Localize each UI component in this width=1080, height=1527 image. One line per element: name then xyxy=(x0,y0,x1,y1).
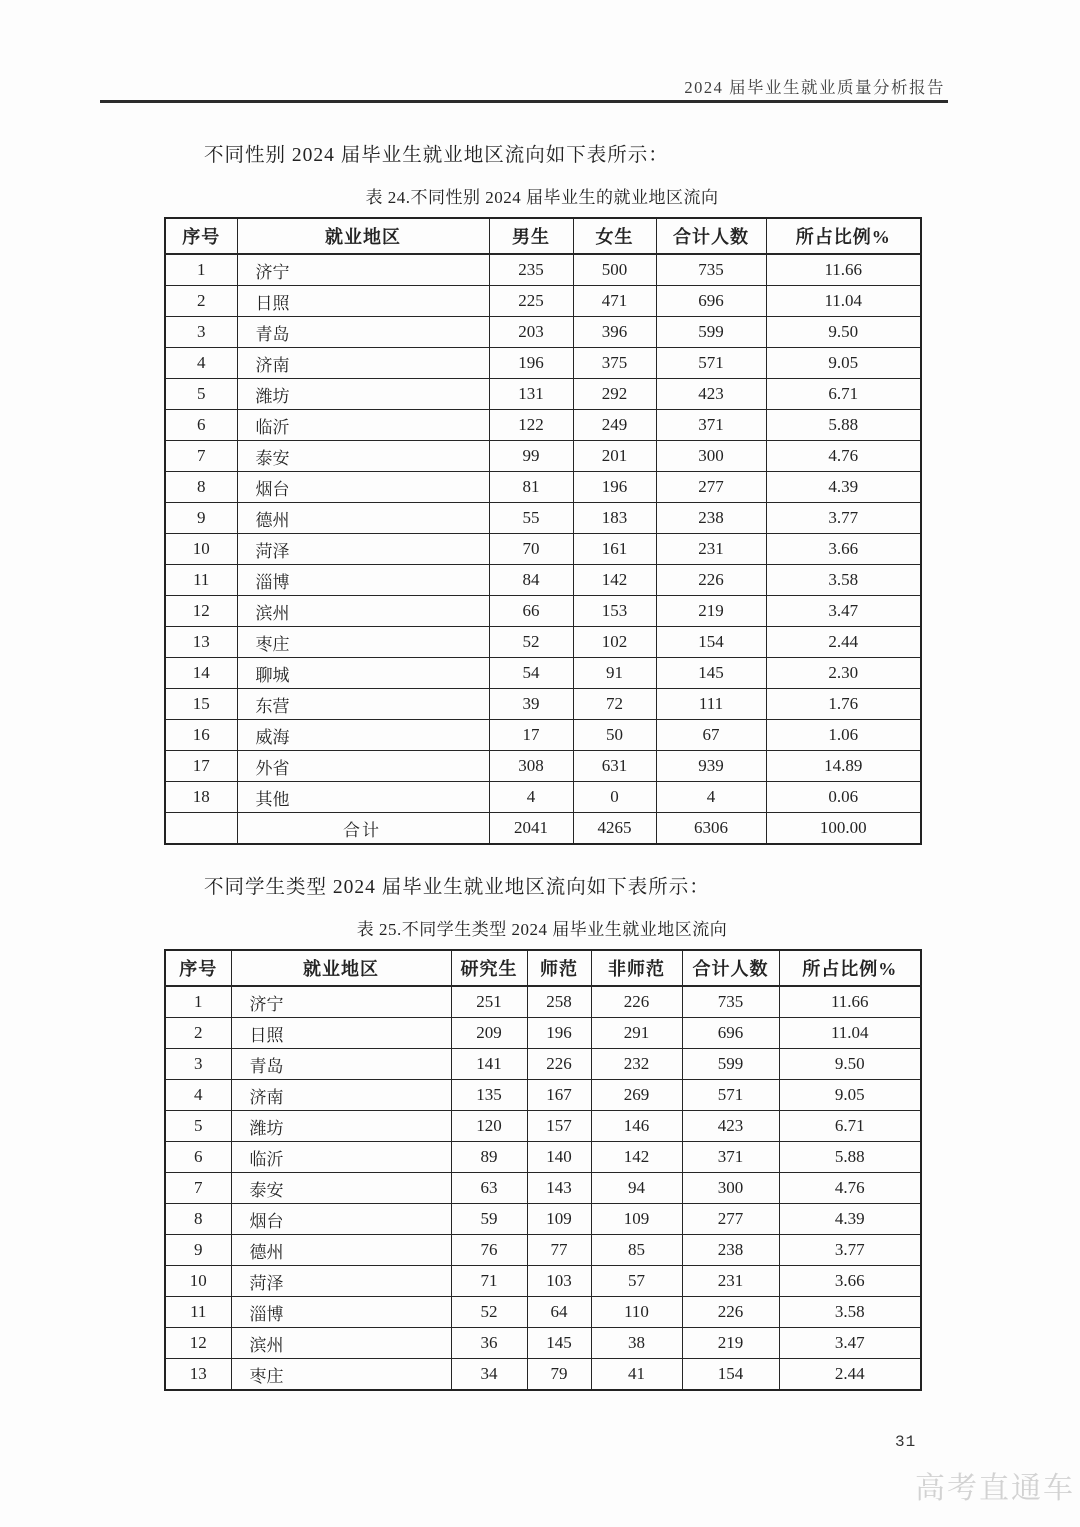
value-cell: 631 xyxy=(573,751,656,782)
value-cell: 9 xyxy=(165,503,237,534)
value-cell: 371 xyxy=(656,410,766,441)
value-cell: 59 xyxy=(451,1204,527,1235)
value-cell: 111 xyxy=(656,689,766,720)
value-cell: 5 xyxy=(165,379,237,410)
value-cell: 9.50 xyxy=(779,1049,921,1080)
value-cell: 249 xyxy=(573,410,656,441)
value-cell: 57 xyxy=(591,1266,682,1297)
region-cell: 外省 xyxy=(237,751,489,782)
col-header-female: 女生 xyxy=(573,218,656,254)
value-cell: 226 xyxy=(682,1297,779,1328)
col-header-index: 序号 xyxy=(165,218,237,254)
value-cell: 277 xyxy=(682,1204,779,1235)
region-cell: 德州 xyxy=(231,1235,451,1266)
value-cell: 0.06 xyxy=(766,782,921,813)
value-cell: 154 xyxy=(682,1359,779,1391)
table-row xyxy=(165,1111,921,1142)
value-cell: 231 xyxy=(656,534,766,565)
value-cell: 1 xyxy=(165,254,237,286)
value-cell: 225 xyxy=(489,286,573,317)
table-row xyxy=(165,565,921,596)
value-cell: 1 xyxy=(165,986,231,1018)
value-cell: 41 xyxy=(591,1359,682,1391)
region-cell: 合计 xyxy=(237,813,489,845)
col-header-index: 序号 xyxy=(165,950,231,986)
value-cell: 18 xyxy=(165,782,237,813)
page-number: 31 xyxy=(895,1433,917,1451)
value-cell: 300 xyxy=(682,1173,779,1204)
value-cell: 99 xyxy=(489,441,573,472)
col-header-region: 就业地区 xyxy=(237,218,489,254)
value-cell: 50 xyxy=(573,720,656,751)
region-cell: 临沂 xyxy=(231,1142,451,1173)
value-cell: 109 xyxy=(591,1204,682,1235)
region-cell: 青岛 xyxy=(231,1049,451,1080)
table-header-row xyxy=(165,950,921,986)
table24-body xyxy=(165,254,921,844)
value-cell: 3.66 xyxy=(766,534,921,565)
value-cell: 4 xyxy=(656,782,766,813)
value-cell: 11.66 xyxy=(766,254,921,286)
value-cell: 3 xyxy=(165,1049,231,1080)
table-row xyxy=(165,813,921,845)
value-cell: 103 xyxy=(527,1266,591,1297)
table-row xyxy=(165,1142,921,1173)
value-cell: 196 xyxy=(489,348,573,379)
value-cell: 5 xyxy=(165,1111,231,1142)
table-row xyxy=(165,534,921,565)
table25-header xyxy=(165,950,921,986)
region-cell: 青岛 xyxy=(237,317,489,348)
value-cell: 153 xyxy=(573,596,656,627)
table-row xyxy=(165,658,921,689)
table-row xyxy=(165,472,921,503)
value-cell: 12 xyxy=(165,1328,231,1359)
value-cell: 9 xyxy=(165,1235,231,1266)
value-cell: 141 xyxy=(451,1049,527,1080)
value-cell: 599 xyxy=(682,1049,779,1080)
table-25-student-type-region-flow xyxy=(164,949,922,1391)
table-header-row xyxy=(165,218,921,254)
page-content xyxy=(164,142,920,1391)
value-cell: 196 xyxy=(527,1018,591,1049)
table-row xyxy=(165,317,921,348)
region-cell: 滨州 xyxy=(231,1328,451,1359)
table-row xyxy=(165,720,921,751)
value-cell: 735 xyxy=(656,254,766,286)
value-cell: 2.44 xyxy=(779,1359,921,1391)
region-cell: 菏泽 xyxy=(231,1266,451,1297)
value-cell: 3.47 xyxy=(779,1328,921,1359)
value-cell: 54 xyxy=(489,658,573,689)
value-cell: 94 xyxy=(591,1173,682,1204)
region-cell: 菏泽 xyxy=(237,534,489,565)
value-cell: 64 xyxy=(527,1297,591,1328)
region-cell: 聊城 xyxy=(237,658,489,689)
region-cell: 其他 xyxy=(237,782,489,813)
value-cell: 4.76 xyxy=(779,1173,921,1204)
value-cell: 232 xyxy=(591,1049,682,1080)
region-cell: 枣庄 xyxy=(237,627,489,658)
value-cell: 109 xyxy=(527,1204,591,1235)
value-cell: 292 xyxy=(573,379,656,410)
region-cell: 泰安 xyxy=(231,1173,451,1204)
value-cell: 14.89 xyxy=(766,751,921,782)
value-cell: 14 xyxy=(165,658,237,689)
table-row xyxy=(165,1049,921,1080)
value-cell: 1.76 xyxy=(766,689,921,720)
table-24-gender-region-flow xyxy=(164,217,922,845)
region-cell: 济南 xyxy=(231,1080,451,1111)
table-row xyxy=(165,1266,921,1297)
region-cell: 淄博 xyxy=(231,1297,451,1328)
table-row xyxy=(165,441,921,472)
table-row xyxy=(165,1204,921,1235)
value-cell: 77 xyxy=(527,1235,591,1266)
value-cell: 4 xyxy=(489,782,573,813)
value-cell: 258 xyxy=(527,986,591,1018)
value-cell: 4.39 xyxy=(779,1204,921,1235)
value-cell: 52 xyxy=(489,627,573,658)
value-cell: 52 xyxy=(451,1297,527,1328)
value-cell: 571 xyxy=(656,348,766,379)
value-cell: 226 xyxy=(527,1049,591,1080)
value-cell: 3.47 xyxy=(766,596,921,627)
value-cell: 34 xyxy=(451,1359,527,1391)
col-header-percent: 所占比例% xyxy=(766,218,921,254)
value-cell: 8 xyxy=(165,472,237,503)
value-cell: 219 xyxy=(656,596,766,627)
col-header-normal: 师范 xyxy=(527,950,591,986)
value-cell: 7 xyxy=(165,441,237,472)
value-cell: 6 xyxy=(165,410,237,441)
value-cell: 38 xyxy=(591,1328,682,1359)
value-cell: 9.05 xyxy=(779,1080,921,1111)
table-row xyxy=(165,1359,921,1391)
region-cell: 潍坊 xyxy=(231,1111,451,1142)
value-cell: 226 xyxy=(656,565,766,596)
region-cell: 德州 xyxy=(237,503,489,534)
value-cell: 161 xyxy=(573,534,656,565)
table-row xyxy=(165,379,921,410)
table24-caption: 表 24.不同性别 2024 届毕业生的就业地区流向 xyxy=(365,188,719,207)
value-cell: 4.76 xyxy=(766,441,921,472)
value-cell: 5.88 xyxy=(779,1142,921,1173)
table-row xyxy=(165,348,921,379)
value-cell: 157 xyxy=(527,1111,591,1142)
value-cell: 9.50 xyxy=(766,317,921,348)
value-cell: 7 xyxy=(165,1173,231,1204)
col-header-non-normal: 非师范 xyxy=(591,950,682,986)
value-cell xyxy=(165,813,237,845)
region-cell: 潍坊 xyxy=(237,379,489,410)
value-cell: 6306 xyxy=(656,813,766,845)
value-cell: 91 xyxy=(573,658,656,689)
value-cell: 110 xyxy=(591,1297,682,1328)
table-row xyxy=(165,596,921,627)
value-cell: 72 xyxy=(573,689,656,720)
value-cell: 471 xyxy=(573,286,656,317)
section2-intro: 不同学生类型 2024 届毕业生就业地区流向如下表所示： xyxy=(204,877,710,898)
value-cell: 167 xyxy=(527,1080,591,1111)
value-cell: 371 xyxy=(682,1142,779,1173)
value-cell: 135 xyxy=(451,1080,527,1111)
table-row xyxy=(165,503,921,534)
value-cell: 308 xyxy=(489,751,573,782)
region-cell: 泰安 xyxy=(237,441,489,472)
value-cell: 3.77 xyxy=(779,1235,921,1266)
col-header-percent: 所占比例% xyxy=(779,950,921,986)
value-cell: 219 xyxy=(682,1328,779,1359)
value-cell: 2041 xyxy=(489,813,573,845)
value-cell: 396 xyxy=(573,317,656,348)
value-cell: 81 xyxy=(489,472,573,503)
value-cell: 196 xyxy=(573,472,656,503)
value-cell: 238 xyxy=(682,1235,779,1266)
table-row xyxy=(165,1080,921,1111)
value-cell: 67 xyxy=(656,720,766,751)
col-header-total: 合计人数 xyxy=(656,218,766,254)
value-cell: 375 xyxy=(573,348,656,379)
value-cell: 3.77 xyxy=(766,503,921,534)
value-cell: 16 xyxy=(165,720,237,751)
value-cell: 100.00 xyxy=(766,813,921,845)
value-cell: 17 xyxy=(165,751,237,782)
value-cell: 10 xyxy=(165,1266,231,1297)
value-cell: 500 xyxy=(573,254,656,286)
region-cell: 烟台 xyxy=(231,1204,451,1235)
value-cell: 102 xyxy=(573,627,656,658)
value-cell: 11 xyxy=(165,1297,231,1328)
table-row xyxy=(165,627,921,658)
value-cell: 3.58 xyxy=(766,565,921,596)
value-cell: 2.44 xyxy=(766,627,921,658)
value-cell: 11.04 xyxy=(766,286,921,317)
value-cell: 9.05 xyxy=(766,348,921,379)
value-cell: 0 xyxy=(573,782,656,813)
value-cell: 3.66 xyxy=(779,1266,921,1297)
value-cell: 79 xyxy=(527,1359,591,1391)
col-header-male: 男生 xyxy=(489,218,573,254)
value-cell: 131 xyxy=(489,379,573,410)
region-cell: 东营 xyxy=(237,689,489,720)
value-cell: 235 xyxy=(489,254,573,286)
value-cell: 735 xyxy=(682,986,779,1018)
value-cell: 39 xyxy=(489,689,573,720)
value-cell: 10 xyxy=(165,534,237,565)
section1-intro: 不同性别 2024 届毕业生就业地区流向如下表所示： xyxy=(204,145,669,166)
value-cell: 8 xyxy=(165,1204,231,1235)
header-rule xyxy=(100,100,948,103)
watermark-text: 高考直通车 xyxy=(915,1472,1075,1505)
value-cell: 6.71 xyxy=(766,379,921,410)
table-row xyxy=(165,410,921,441)
value-cell: 66 xyxy=(489,596,573,627)
region-cell: 烟台 xyxy=(237,472,489,503)
region-cell: 济宁 xyxy=(231,986,451,1018)
region-cell: 淄博 xyxy=(237,565,489,596)
value-cell: 11.04 xyxy=(779,1018,921,1049)
value-cell: 203 xyxy=(489,317,573,348)
table-row xyxy=(165,689,921,720)
region-cell: 临沂 xyxy=(237,410,489,441)
value-cell: 2 xyxy=(165,286,237,317)
region-cell: 威海 xyxy=(237,720,489,751)
value-cell: 291 xyxy=(591,1018,682,1049)
region-cell: 枣庄 xyxy=(231,1359,451,1391)
value-cell: 1.06 xyxy=(766,720,921,751)
table-row xyxy=(165,286,921,317)
value-cell: 76 xyxy=(451,1235,527,1266)
value-cell: 122 xyxy=(489,410,573,441)
value-cell: 13 xyxy=(165,1359,231,1391)
page-header-title: 2024 届毕业生就业质量分析报告 xyxy=(684,78,945,97)
value-cell: 146 xyxy=(591,1111,682,1142)
value-cell: 599 xyxy=(656,317,766,348)
value-cell: 154 xyxy=(656,627,766,658)
value-cell: 11 xyxy=(165,565,237,596)
table-row xyxy=(165,1297,921,1328)
value-cell: 55 xyxy=(489,503,573,534)
value-cell: 145 xyxy=(656,658,766,689)
value-cell: 2 xyxy=(165,1018,231,1049)
table-row xyxy=(165,986,921,1018)
value-cell: 277 xyxy=(656,472,766,503)
table-row xyxy=(165,1173,921,1204)
table-row xyxy=(165,1018,921,1049)
col-header-region: 就业地区 xyxy=(231,950,451,986)
value-cell: 423 xyxy=(656,379,766,410)
value-cell: 85 xyxy=(591,1235,682,1266)
value-cell: 13 xyxy=(165,627,237,658)
value-cell: 70 xyxy=(489,534,573,565)
value-cell: 3 xyxy=(165,317,237,348)
value-cell: 696 xyxy=(682,1018,779,1049)
value-cell: 231 xyxy=(682,1266,779,1297)
value-cell: 89 xyxy=(451,1142,527,1173)
table24-header xyxy=(165,218,921,254)
value-cell: 696 xyxy=(656,286,766,317)
table-row xyxy=(165,1328,921,1359)
region-cell: 日照 xyxy=(237,286,489,317)
table-row xyxy=(165,1235,921,1266)
value-cell: 36 xyxy=(451,1328,527,1359)
value-cell: 4265 xyxy=(573,813,656,845)
value-cell: 209 xyxy=(451,1018,527,1049)
value-cell: 3.58 xyxy=(779,1297,921,1328)
region-cell: 日照 xyxy=(231,1018,451,1049)
region-cell: 济宁 xyxy=(237,254,489,286)
value-cell: 269 xyxy=(591,1080,682,1111)
value-cell: 17 xyxy=(489,720,573,751)
value-cell: 571 xyxy=(682,1080,779,1111)
value-cell: 12 xyxy=(165,596,237,627)
value-cell: 4 xyxy=(165,1080,231,1111)
value-cell: 120 xyxy=(451,1111,527,1142)
value-cell: 2.30 xyxy=(766,658,921,689)
value-cell: 145 xyxy=(527,1328,591,1359)
value-cell: 251 xyxy=(451,986,527,1018)
value-cell: 4.39 xyxy=(766,472,921,503)
value-cell: 71 xyxy=(451,1266,527,1297)
value-cell: 142 xyxy=(591,1142,682,1173)
value-cell: 5.88 xyxy=(766,410,921,441)
table25-caption: 表 25.不同学生类型 2024 届毕业生就业地区流向 xyxy=(356,920,728,939)
region-cell: 滨州 xyxy=(237,596,489,627)
value-cell: 15 xyxy=(165,689,237,720)
table-row xyxy=(165,782,921,813)
value-cell: 11.66 xyxy=(779,986,921,1018)
table-row xyxy=(165,751,921,782)
col-header-postgrad: 研究生 xyxy=(451,950,527,986)
value-cell: 4 xyxy=(165,348,237,379)
value-cell: 63 xyxy=(451,1173,527,1204)
value-cell: 84 xyxy=(489,565,573,596)
value-cell: 423 xyxy=(682,1111,779,1142)
region-cell: 济南 xyxy=(237,348,489,379)
value-cell: 238 xyxy=(656,503,766,534)
value-cell: 939 xyxy=(656,751,766,782)
value-cell: 142 xyxy=(573,565,656,596)
col-header-total: 合计人数 xyxy=(682,950,779,986)
value-cell: 6.71 xyxy=(779,1111,921,1142)
value-cell: 183 xyxy=(573,503,656,534)
table-row xyxy=(165,254,921,286)
value-cell: 300 xyxy=(656,441,766,472)
value-cell: 143 xyxy=(527,1173,591,1204)
value-cell: 226 xyxy=(591,986,682,1018)
table25-body xyxy=(165,986,921,1390)
value-cell: 140 xyxy=(527,1142,591,1173)
value-cell: 6 xyxy=(165,1142,231,1173)
value-cell: 201 xyxy=(573,441,656,472)
